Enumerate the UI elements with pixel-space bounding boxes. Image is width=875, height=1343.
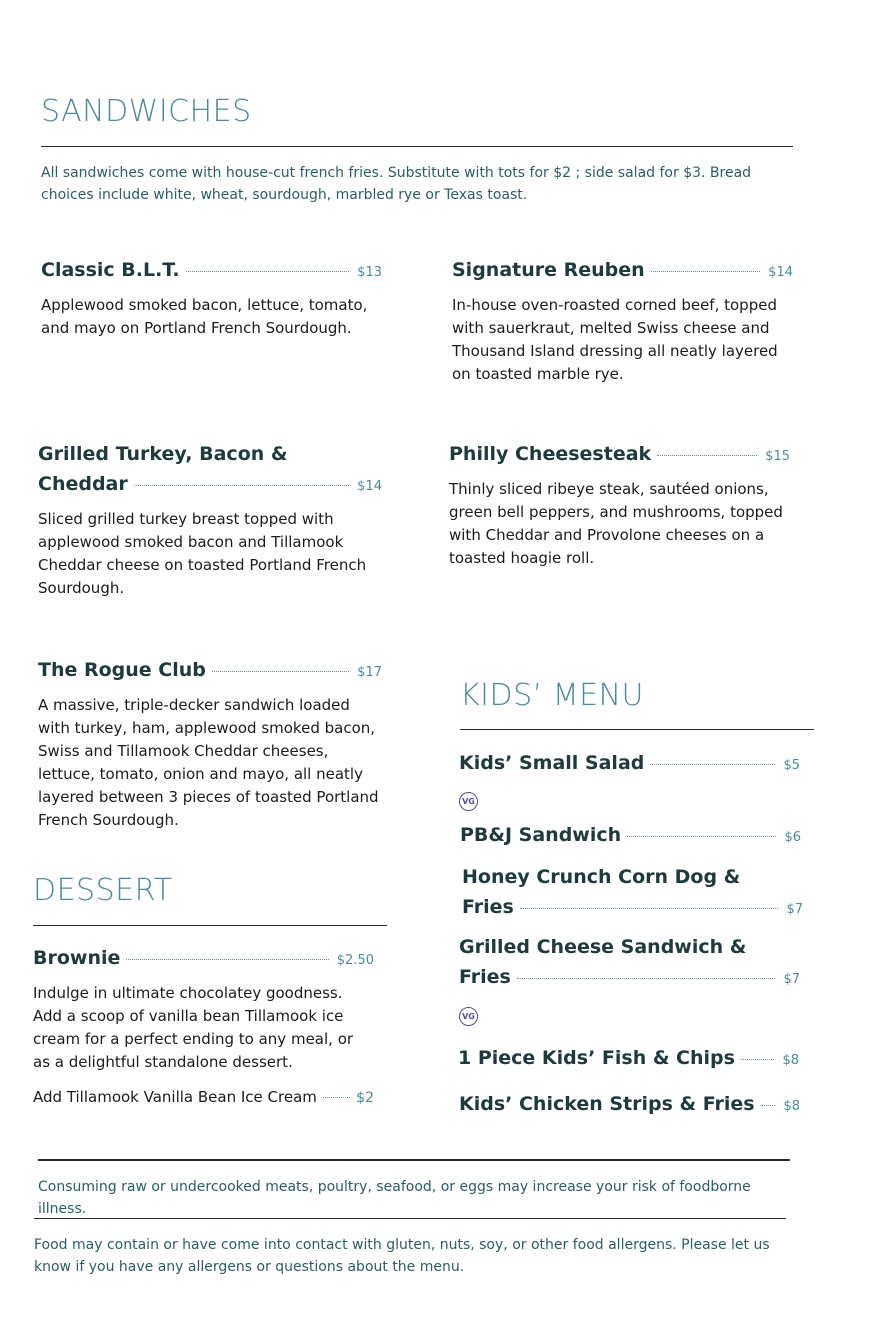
leader-dots bbox=[761, 1105, 776, 1106]
item-name: Classic B.L.T. bbox=[41, 259, 180, 281]
item-description: A massive, triple-decker sandwich loaded with turkey, ham, applewood smoked bacon, Swiss and Tillamook Cheddar cheeses, lettuce, tomato, onion and mayo, all neatly layered between 3 pieces of toasted Portland French Sourdough. bbox=[38, 696, 379, 829]
item-price: $17 bbox=[357, 665, 382, 680]
food-safety-warning: Consuming raw or undercooked meats, poultry, seafood, or eggs may increase your risk of foodborne illness. bbox=[38, 1179, 751, 1217]
item-name-line2: Fries bbox=[459, 966, 511, 988]
item-description: Indulge in ultimate chocolatey goodness. Add a scoop of vanilla bean Tillamook ice cream for a perfect ending to any meal, or as a delightful standalone dessert. bbox=[33, 984, 354, 1071]
leader-dots bbox=[520, 908, 779, 909]
item-price: $2.50 bbox=[336, 953, 374, 968]
item-name: Kids’ Chicken Strips & Fries bbox=[459, 1093, 755, 1115]
item-name: The Rogue Club bbox=[38, 659, 206, 681]
leader-dots bbox=[651, 271, 760, 272]
addon-price: $2 bbox=[356, 1090, 374, 1106]
item-description: Applewood smoked bacon, lettuce, tomato, and mayo on Portland French Sourdough. bbox=[41, 296, 368, 337]
menu-item-classic-blt bbox=[41, 255, 382, 340]
item-price: $7 bbox=[786, 902, 803, 917]
kids-item-grilled-cheese bbox=[459, 932, 800, 995]
sandwiches-title: SANDWICHES bbox=[41, 94, 252, 129]
dessert-title: DESSERT bbox=[33, 873, 173, 908]
menu-item-grilled-turkey bbox=[38, 439, 382, 600]
menu-item-rogue-club bbox=[38, 655, 382, 832]
item-price: $14 bbox=[768, 265, 793, 280]
footer-divider-top bbox=[38, 1159, 790, 1161]
item-description: In-house oven-roasted corned beef, topped with sauerkraut, melted Swiss cheese and Thousand Island dressing all neatly layered on toasted marble rye. bbox=[452, 296, 778, 383]
item-price: $8 bbox=[783, 1099, 800, 1114]
item-price: $8 bbox=[782, 1053, 799, 1068]
allergen-notice: Food may contain or have come into contact with gluten, nuts, soy, or other food allergens. Please let us know if you have any allergens or questions about the menu. bbox=[34, 1237, 770, 1275]
kids-item-fish-chips bbox=[458, 1043, 799, 1076]
leader-dots bbox=[657, 455, 757, 456]
item-name-line1: Honey Crunch Corn Dog & bbox=[462, 866, 741, 888]
item-name: Philly Cheesesteak bbox=[449, 443, 652, 465]
leader-dots bbox=[186, 271, 350, 272]
dessert-addon bbox=[33, 1088, 374, 1106]
leader-dots bbox=[212, 671, 349, 672]
item-name: Kids’ Small Salad bbox=[459, 752, 645, 774]
leader-dots bbox=[323, 1097, 350, 1098]
item-description: Thinly sliced ribeye steak, sautéed onions, green bell peppers, and mushrooms, topped with Cheddar and Provolone cheeses on a toasted hoagie roll. bbox=[449, 480, 783, 567]
kids-item-corn-dog bbox=[462, 862, 803, 925]
vegetarian-badge: VG bbox=[459, 1007, 478, 1026]
item-price: $13 bbox=[357, 265, 382, 280]
kids-item-small-salad bbox=[459, 748, 800, 781]
item-price: $15 bbox=[765, 449, 790, 464]
menu-item-signature-reuben bbox=[452, 255, 793, 386]
footer-divider-middle bbox=[34, 1218, 786, 1219]
item-name-line1: Grilled Cheese Sandwich & bbox=[459, 936, 747, 958]
dessert-divider bbox=[33, 925, 387, 926]
kids-item-chicken-strips bbox=[459, 1089, 800, 1122]
leader-dots bbox=[134, 485, 349, 486]
item-description: Sliced grilled turkey breast topped with applewood smoked bacon and Tillamook Cheddar cheese on toasted Portland French Sourdough. bbox=[38, 510, 367, 597]
item-name-line2: Fries bbox=[462, 896, 514, 918]
item-name: 1 Piece Kids’ Fish & Chips bbox=[458, 1047, 735, 1069]
item-name-line2: Cheddar bbox=[38, 473, 128, 495]
item-name-line1: Grilled Turkey, Bacon & bbox=[38, 443, 288, 465]
item-name: Brownie bbox=[33, 947, 121, 969]
item-price: $14 bbox=[357, 479, 382, 494]
leader-dots bbox=[517, 978, 776, 979]
item-price: $7 bbox=[783, 972, 800, 987]
kids-item-pbj bbox=[460, 820, 801, 853]
kids-menu-divider bbox=[460, 729, 814, 730]
kids-menu-title: KIDS’ MENU bbox=[460, 678, 644, 713]
addon-label: Add Tillamook Vanilla Bean Ice Cream bbox=[33, 1088, 317, 1106]
sandwiches-note: All sandwiches come with house-cut french fries. Substitute with tots for $2 ; side salad for $3. Bread choices include white, wheat, sourdough, marbled rye or Texas toast. bbox=[41, 165, 752, 203]
leader-dots bbox=[650, 764, 775, 765]
item-price: $5 bbox=[783, 758, 800, 773]
leader-dots bbox=[126, 959, 328, 960]
menu-item-brownie bbox=[33, 943, 374, 1074]
item-price: $6 bbox=[784, 830, 801, 845]
vegetarian-badge: VG bbox=[459, 792, 478, 811]
sandwiches-divider bbox=[41, 146, 793, 147]
menu-item-philly-cheesesteak bbox=[449, 439, 790, 570]
leader-dots bbox=[741, 1059, 775, 1060]
item-name: PB&J Sandwich bbox=[460, 824, 622, 846]
leader-dots bbox=[627, 836, 776, 837]
item-name: Signature Reuben bbox=[452, 259, 645, 281]
